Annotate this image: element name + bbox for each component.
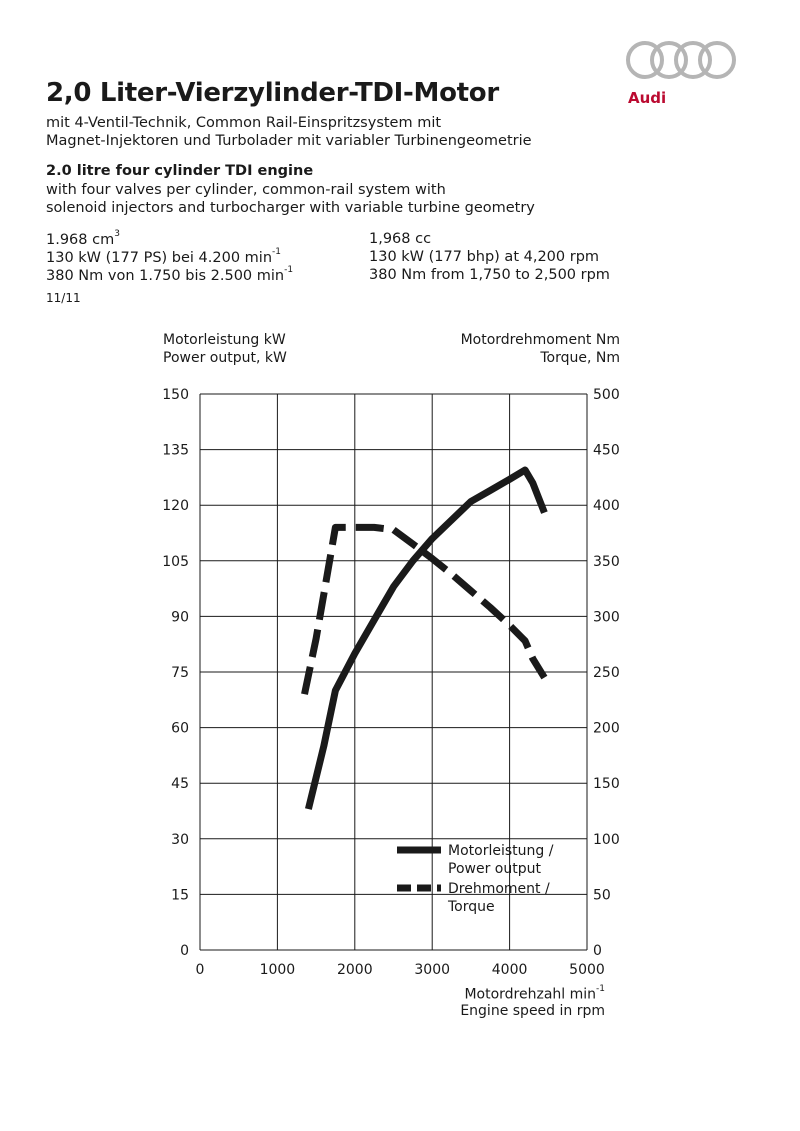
chart-series (305, 470, 545, 809)
x-axis-title-en: Engine speed in rpm (460, 1003, 605, 1019)
x-tick-label: 3000 (414, 962, 451, 978)
x-axis-title-de: Motordrehzahl $\min^{-1}$ (464, 984, 605, 1003)
page-title: 2,0 Liter-Vierzylinder-TDI-Motor (46, 78, 499, 108)
y-right-tick-label: 200 (593, 720, 620, 737)
date-label: 11/11 (46, 291, 81, 305)
y-right-tick-label: 250 (593, 665, 620, 681)
y-right-title-en: Torque, Nm (540, 350, 620, 366)
legend-label: Power output (448, 861, 541, 877)
legend-label: Drehmoment / (448, 881, 550, 897)
x-tick-label: 2000 (336, 962, 373, 978)
legend-label: Motorleistung / (448, 843, 554, 859)
y-left-tick-label: 135 (162, 442, 189, 459)
subtitle-en-line-2: solenoid injectors and turbocharger with variable turbine geometry (46, 200, 535, 216)
y-right-title-de: Motordrehmoment Nm (460, 332, 620, 348)
subtitle-en-line-1: with four valves per cylinder, common-rail system with (46, 182, 446, 198)
spec-torque-en: 380 Nm from 1,750 to 2,500 rpm (369, 267, 610, 283)
y-left-tick-label: 120 (162, 498, 189, 515)
spec-power-en: 130 kW (177 bhp) at 4,200 rpm (369, 249, 600, 265)
subtitle-de-line-1: mit 4-Ventil-Technik, Common Rail-Einspritzsystem mit (46, 115, 442, 131)
spec-power-de: 130 kW (177 PS) bei 4.200 $\min^{-1}$ (46, 247, 281, 266)
y-left-tick-label: 0 (180, 943, 189, 959)
y-right-tick-label: 500 (593, 387, 620, 403)
legend-label: Torque (448, 899, 495, 915)
y-left-tick-label: 150 (162, 387, 189, 403)
x-tick-labels (196, 962, 605, 978)
y-left-tick-label: 60 (171, 720, 189, 737)
y-left-tick-label: 45 (171, 776, 189, 793)
y-left-tick-labels (162, 387, 189, 959)
series-line-power (308, 470, 544, 809)
y-right-tick-label: 0 (593, 943, 602, 959)
spec-displacement-de: 1.968 $cm^3$ (46, 229, 120, 248)
y-right-tick-label: 400 (593, 498, 620, 515)
x-tick-label: 5000 (569, 962, 605, 978)
x-tick-label: 0 (195, 962, 205, 978)
y-left-tick-label: 30 (171, 831, 189, 848)
title-en: 2.0 litre four cylinder TDI engine (46, 163, 314, 179)
y-left-tick-label: 105 (162, 553, 189, 570)
y-right-tick-label: 50 (593, 887, 611, 904)
y-left-tick-label: 90 (171, 609, 189, 626)
y-right-tick-label: 300 (593, 609, 620, 626)
y-left-title-en: Power output, kW (163, 350, 287, 366)
y-right-tick-label: 150 (593, 776, 620, 793)
y-right-tick-labels (593, 387, 620, 959)
series-line-torque (305, 527, 545, 694)
subtitle-de-line-2: Magnet-Injektoren und Turbolader mit variabler Turbinengeometrie (46, 133, 532, 149)
y-left-tick-label: 15 (171, 887, 189, 904)
x-tick-label: 4000 (491, 962, 528, 978)
chart-legend (397, 843, 554, 915)
spec-torque-de: 380 Nm von 1.750 bis 2.500 $\min^{-1}$ (46, 265, 294, 284)
y-left-title-de: Motorleistung kW (163, 332, 286, 348)
y-left-tick-label: 75 (171, 665, 189, 681)
x-tick-label: 1000 (259, 962, 296, 978)
brand-name: Audi (628, 89, 667, 107)
spec-displacement-en: 1,968 cc (369, 231, 432, 247)
y-right-tick-label: 350 (593, 553, 620, 570)
y-right-tick-label: 450 (593, 442, 620, 459)
y-right-tick-label: 100 (593, 831, 620, 848)
